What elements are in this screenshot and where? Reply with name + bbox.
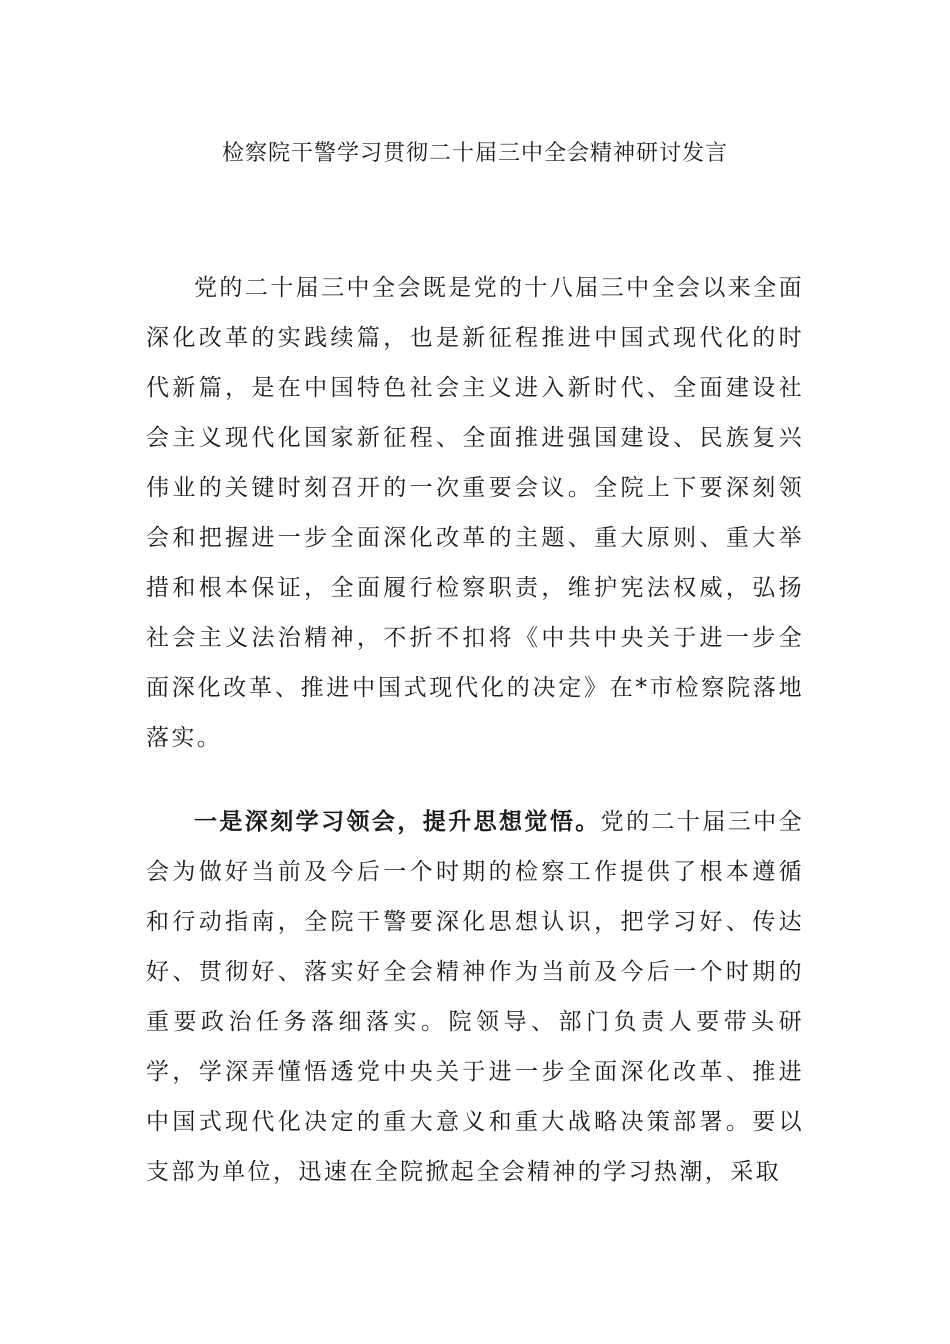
paragraph-point-one-heading: 一是深刻学习领会，提升思想觉悟。 — [194, 808, 601, 835]
paragraph-intro: 党的二十届三中全会既是党的十八届三中全会以来全面深化改革的实践续篇，也是新征程推进中国式现代化的时代新篇，是在中国特色社会主义进入新时代、全面建设社会主义现代化国家新征程、全面推进强国建设、民族复兴伟业的关键时刻召开的一次重要会议。全院上下要深刻领会和把握进一步全面深化改革的主题、重大原则、重大举措和根本保证，全面履行检察职责，维护宪法权威，弘扬社会主义法治精神，不折不扣将《中共中央关于进一步全面深化改革、推进中国式现代化的决定》在*市检察院落地落实。 — [146, 275, 804, 751]
paragraph-point-one-body: 党的二十届三中全会为做好当前及今后一个时期的检察工作提供了根本遵循和行动指南，全院干警要深化思想认识，把学习好、传达好、贯彻好、落实好全会精神作为当前及今后一个时期的重要政治任务落细落实。院领导、部门负责人要带头研学，学深弄懂悟透党中央关于进一步全面深化改革、推进中国式现代化决定的重大意义和重大战略决策部署。要以支部为单位，迅速在全院掀起全会精神的学习热潮，采取 — [146, 809, 804, 1185]
paragraph-point-one — [146, 797, 804, 1197]
document-title: 检察院干警学习贯彻二十届三中全会精神研讨发言 — [221, 141, 728, 166]
